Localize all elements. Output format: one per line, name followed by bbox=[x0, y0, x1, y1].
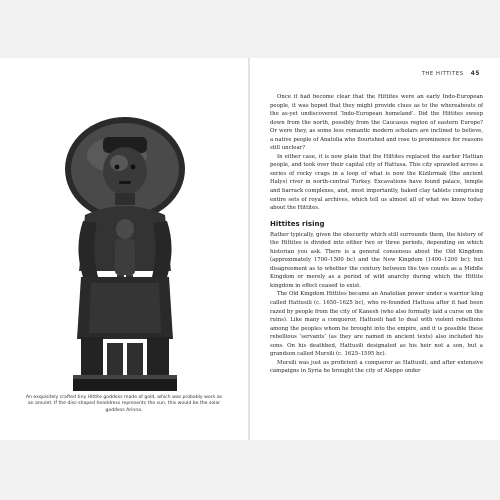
paragraph: The Old Kingdom Hittites became an Anatolian power under a warrior king called Hattusili (c. 1650–1625 bc), who re-founded Hattusa after it had been razed by people from the city of Kanesh (who also formally laid a curse on the ruins). Like many a conqueror, Hattusili had to deal with violent rebellions among the peoples whom he brought into the empire, and it is possible these rebellious ‘servants’ (as they are named in ancient texts) also included his sons. On his deathbed, Hattusili designated as his heir not a son, but a grandson called Mursili (c. 1625–1595 bc). bbox=[270, 291, 483, 358]
running-head bbox=[422, 71, 480, 77]
goddess-figurine-image bbox=[55, 111, 195, 411]
paragraph: In either case, it is now plain that the Hittites replaced the earlier Hattian people, and took over their capital city of Hattusa. This city sprawled across a series of rocky crags in a loop of what is now the Kizilırmak (the ancient Halys) river in north-central Turkey. Excavations have found palace, temple and barrack complexes, and, most importantly, baked clay tablets comprising entire sets of royal archives, which tell us almost all of what we know today about the Hittites. bbox=[270, 153, 483, 212]
paragraph: Once it had become clear that the Hittites were an early Indo-European people, it was hoped that they might provide clues as to the whereabouts of the as-yet undiscovered ‘Indo-European homeland’. Did the Hittites sweep down from the north, possibly from the Caucasus region of eastern Europe? Or were they, as some less romantic modern scholars are inclined to believe, a native people of Anatolia who flourished and rose to prominence for reasons still unclear? bbox=[270, 94, 483, 152]
paragraph: Mursili was just as proficient a conqueror as Hattusili, and after extensive campaigns in Syria he brought the city of Aleppo under bbox=[270, 359, 483, 375]
figure-caption: An exquisitely crafted tiny Hittite goddess made of gold, which was probably worn as an amulet. If the disc-shaped headdress represents the sun, this would be the solar goddess Arinna. bbox=[25, 395, 223, 413]
section-heading: Hittites rising bbox=[270, 219, 325, 228]
left-page bbox=[0, 58, 248, 440]
book-spread bbox=[0, 58, 500, 440]
right-page bbox=[250, 58, 500, 440]
body-text bbox=[270, 93, 483, 376]
running-head-title: THE HITTITES bbox=[421, 71, 464, 77]
paragraph: Rather typically, given the obscurity which still surrounds them, the history of the Hittites is divided into either two or three periods, depending on which historian you ask. There is a general consensus about the Old Kingdom (approximately 1700–1500 bc) and the New Kingdom (1400–1200 bc); but disagreement as to whether the century between the two counts as a Middle Kingdom or merely as a period of wild anarchy during which the Hittite kingdom in effect ceased to exist. bbox=[270, 231, 483, 289]
page-number: 45 bbox=[470, 71, 480, 77]
